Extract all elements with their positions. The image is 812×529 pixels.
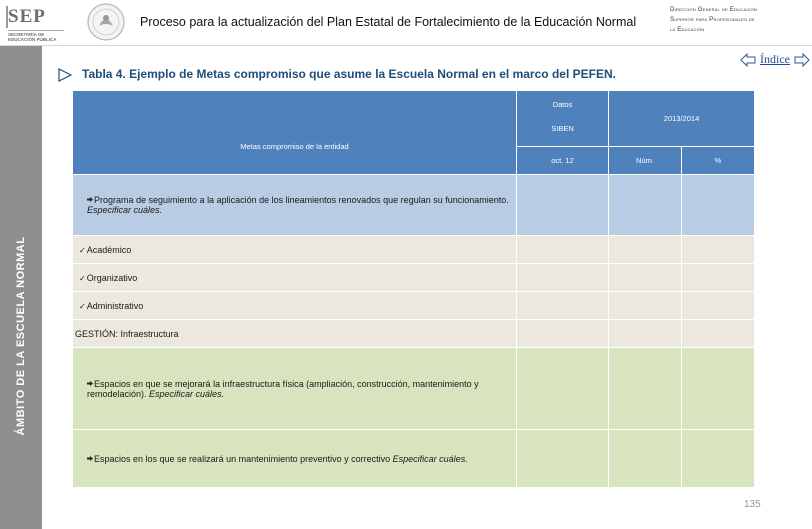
index-navigation (740, 52, 810, 67)
cell-siben (517, 320, 609, 348)
row-text: Espacios en los que se realizará un mantenimiento preventivo y correctivo (94, 453, 393, 464)
row-text-emphasis: Especificar cuáles. (149, 388, 225, 399)
cell-num (609, 236, 682, 264)
cell-pct (682, 320, 755, 348)
row-text: GESTIÓN: Infraestructura (75, 328, 179, 339)
page-number: 135 (744, 499, 761, 510)
cell-siben (517, 236, 609, 264)
header-oct: oct. 12 (517, 147, 609, 175)
directorate-line: Dirección General de Educación (670, 6, 758, 13)
cell-siben (517, 175, 609, 236)
cell-num (609, 430, 682, 488)
row-text: Programa de seguimiento a la aplicación de los lineamientos renovados que regulan su funcionamiento. (94, 195, 509, 205)
section-label: ÁMBITO DE LA ESCUELA NORMAL (15, 236, 27, 436)
cell-siben (517, 264, 609, 292)
header-period: 2013/2014 (609, 91, 755, 147)
header-datos (517, 91, 609, 147)
row-text: Académico (86, 244, 132, 255)
header-divider (0, 45, 812, 46)
index-link[interactable]: Índice (760, 52, 790, 66)
header-goals: Metas compromiso de la entidad (73, 91, 517, 175)
cell-num (609, 264, 682, 292)
cell-pct (682, 264, 755, 292)
document-title: Proceso para la actualización del Plan Estatal de Fortalecimiento de la Educación Normal (140, 15, 637, 29)
section-sidebar (0, 46, 42, 529)
row-label (73, 430, 517, 488)
sep-logo-rule (8, 30, 64, 31)
table-row (73, 430, 755, 488)
triangle-bullet-icon (58, 68, 72, 82)
cell-pct (682, 430, 755, 488)
arrow-left-icon[interactable] (740, 53, 756, 67)
cell-num (609, 292, 682, 320)
row-label (73, 236, 517, 264)
national-seal-icon (86, 2, 126, 42)
cell-siben (517, 348, 609, 430)
table-row (73, 348, 755, 430)
cell-siben (517, 292, 609, 320)
goals-table (72, 90, 755, 488)
header-datos-label: Datos (552, 100, 573, 109)
page-header (0, 0, 812, 46)
cell-pct (682, 236, 755, 264)
header-pct: % (682, 147, 755, 175)
row-text-emphasis: Especificar cuáles. (392, 453, 468, 464)
arrow-bullet-icon (87, 197, 93, 202)
header-siben-label: SIBEN (551, 124, 574, 133)
sep-logo-text: SEP (8, 6, 46, 27)
row-text-emphasis: Especificar cuáles. (87, 205, 163, 215)
table-row (73, 292, 755, 320)
row-text: Espacios en que se mejorará la infraestructura física (ampliación, construcción, mantenimiento y remodelación). (87, 378, 479, 399)
arrow-bullet-icon (87, 456, 93, 461)
row-label (73, 264, 517, 292)
sep-logo-subtitle: SECRETARÍA DE EDUCACIÓN PÚBLICA (8, 32, 57, 42)
checkmark-icon: ✓ (79, 273, 86, 283)
cell-num (609, 348, 682, 430)
arrow-bullet-icon (87, 381, 93, 386)
row-label (73, 348, 517, 430)
table-row (73, 236, 755, 264)
cell-pct (682, 292, 755, 320)
checkmark-icon: ✓ (79, 245, 86, 255)
header-num: Núm. (609, 147, 682, 175)
cell-pct (682, 348, 755, 430)
row-text: Administrativo (86, 300, 144, 311)
row-label (73, 292, 517, 320)
directorate-name (670, 5, 802, 35)
cell-siben (517, 430, 609, 488)
checkmark-icon: ✓ (79, 301, 86, 311)
table-row (73, 175, 755, 236)
table-caption: Tabla 4. Ejemplo de Metas compromiso que asume la Escuela Normal en el marco del PEFEN. (82, 67, 616, 81)
row-label (73, 320, 517, 348)
directorate-line: la Educación (670, 26, 705, 33)
arrow-right-icon[interactable] (794, 53, 810, 67)
directorate-line: Superior para Profesionales de (670, 16, 755, 23)
table-row (73, 320, 755, 348)
table-header-row (73, 91, 755, 147)
cell-pct (682, 175, 755, 236)
cell-num (609, 175, 682, 236)
row-label (73, 175, 517, 236)
row-text: Organizativo (86, 272, 138, 283)
cell-num (609, 320, 682, 348)
table-row (73, 264, 755, 292)
